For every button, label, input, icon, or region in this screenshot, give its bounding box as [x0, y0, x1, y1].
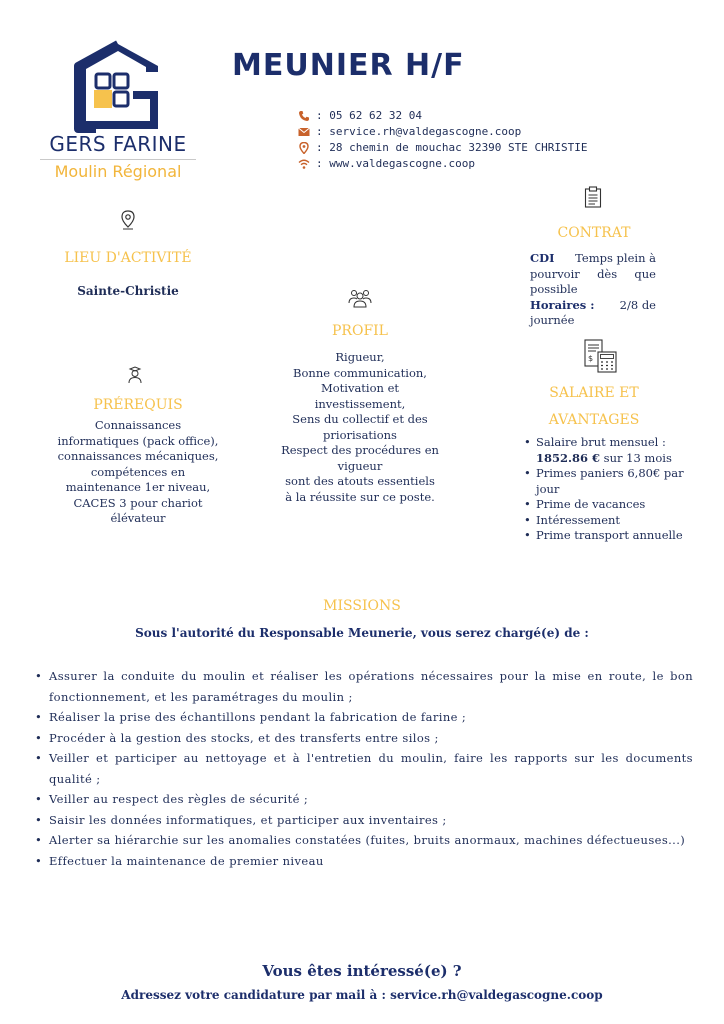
contrat-cdi-line2: pourvoir dès que — [530, 266, 656, 281]
profil-line: à la réussite sur ce poste. — [285, 489, 435, 504]
profil-line: Rigueur, — [335, 350, 385, 364]
contrat-row — [530, 251, 656, 267]
svg-text:$: $ — [588, 354, 594, 363]
calculator-icon — [584, 339, 618, 373]
lieu-value: Sainte-Christie — [77, 284, 179, 298]
benefit-item: • Prime de vacances — [522, 497, 690, 513]
profil-text — [262, 350, 458, 505]
logo-subtitle: Moulin Régional — [54, 162, 182, 181]
contrat-cdi-line1: Temps plein à — [575, 251, 656, 265]
job-title: MEUNIER H/F — [232, 48, 465, 83]
contact-email-text[interactable]: : service.rh@valdegascogne.coop — [316, 125, 522, 138]
graduate-icon — [126, 366, 144, 384]
missions-title: MISSIONS — [323, 598, 401, 614]
phone-icon — [298, 110, 310, 122]
footer-question: Vous êtes intéressé(e) ? — [262, 962, 462, 980]
missions-intro: Sous l'autorité du Responsable Meunerie, vous serez chargé(e) de : — [135, 626, 589, 640]
profil-line: Bonne communication, — [293, 365, 427, 380]
salary-suffix: sur 13 mois — [600, 450, 672, 465]
contact-phone-text: : 05 62 62 32 04 — [316, 109, 422, 122]
footer-instruction: Adressez votre candidature par mail à : service.rh@valdegascogne.coop — [121, 988, 603, 1002]
profil-line: Sens du collectif et des — [292, 412, 428, 426]
mission-item: • Effectuer la maintenance de premier niveau — [35, 851, 693, 872]
prerequis-line: Connaissances — [94, 418, 182, 432]
prerequis-text — [38, 418, 238, 527]
contact-address-text: : 28 chemin de mouchac 32390 STE CHRISTIE — [316, 141, 588, 154]
prerequis-line: élévateur — [110, 511, 166, 525]
prerequis-line: maintenance 1er niveau, — [65, 480, 211, 494]
prerequis-line: compétences en — [90, 464, 186, 479]
contrat-horaires-label: Horaires : — [530, 297, 595, 312]
team-icon — [348, 288, 372, 308]
mission-item: • Réaliser la prise des échantillons pendant la fabrication de farine ; — [35, 707, 693, 728]
profil-line: investissement, — [314, 396, 406, 411]
prerequis-line: informatiques (pack office), — [57, 433, 219, 448]
salary-amount: 1852.86 € — [536, 450, 601, 465]
prerequis-line: connaissances mécaniques, — [57, 449, 219, 463]
location-pin-icon — [120, 210, 136, 230]
salaire-title — [524, 380, 664, 434]
contrat-title: CONTRAT — [557, 225, 631, 241]
location-pin-icon — [298, 142, 310, 154]
contrat-horaires-line2: journée — [530, 313, 575, 327]
logo-divider — [40, 159, 196, 160]
benefit-item: • Intéressement — [522, 513, 690, 529]
mission-item: • Procéder à la gestion des stocks, et des transferts entre silos ; — [35, 728, 693, 749]
benefit-item: • Prime transport annuelle — [522, 528, 690, 544]
profil-line: Respect des procédures en — [281, 443, 439, 457]
salary-label: Salaire brut mensuel : — [536, 435, 666, 449]
lieu-title: LIEU D'ACTIVITÉ — [64, 250, 192, 266]
envelope-icon — [298, 126, 310, 138]
contrat-cdi-label: CDI — [530, 251, 555, 265]
mission-item: • Veiller au respect des règles de sécurité ; — [35, 789, 693, 810]
profil-line: vigueur — [337, 458, 383, 473]
benefit-salary — [522, 435, 690, 466]
contrat-text — [530, 251, 656, 329]
benefits-list — [522, 435, 690, 544]
contrat-cdi-line3: possible — [530, 282, 578, 296]
salaire-title-line1: SALAIRE ET — [549, 385, 639, 401]
missions-list — [35, 666, 693, 871]
salaire-title-line2: AVANTAGES — [548, 412, 640, 428]
logo-name: GERS FARINE — [49, 132, 187, 156]
prerequis-line: CACES 3 pour chariot — [73, 495, 203, 510]
wifi-icon — [298, 158, 310, 170]
contrat-horaires-line1: 2/8 de — [619, 297, 656, 312]
clipboard-icon — [584, 186, 602, 208]
contrat-row — [530, 298, 656, 314]
prerequis-title: PRÉREQUIS — [93, 397, 183, 413]
mission-item: • Assurer la conduite du moulin et réaliser les opérations nécessaires pour la mise en route, le bon fonctionnement, et les paramétrages du moulin ; — [35, 666, 693, 707]
profil-line: Motivation et — [320, 381, 400, 395]
contact-website-text[interactable]: : www.valdegascogne.coop — [316, 157, 475, 170]
profil-line: priorisations — [323, 427, 397, 442]
mission-item: • Alerter sa hiérarchie sur les anomalies constatées (fuites, bruits anormaux, machines défectueuses...) — [35, 830, 693, 851]
mission-item: • Veiller et participer au nettoyage et à l'entretien du moulin, faire les rapports sur les documents qualité ; — [35, 748, 693, 789]
benefit-item: • Primes paniers 6,80€ par jour — [522, 466, 690, 497]
profil-line: sont des atouts essentiels — [285, 474, 435, 488]
mission-item: • Saisir les données informatiques, et participer aux inventaires ; — [35, 810, 693, 831]
profil-title: PROFIL — [332, 323, 388, 339]
